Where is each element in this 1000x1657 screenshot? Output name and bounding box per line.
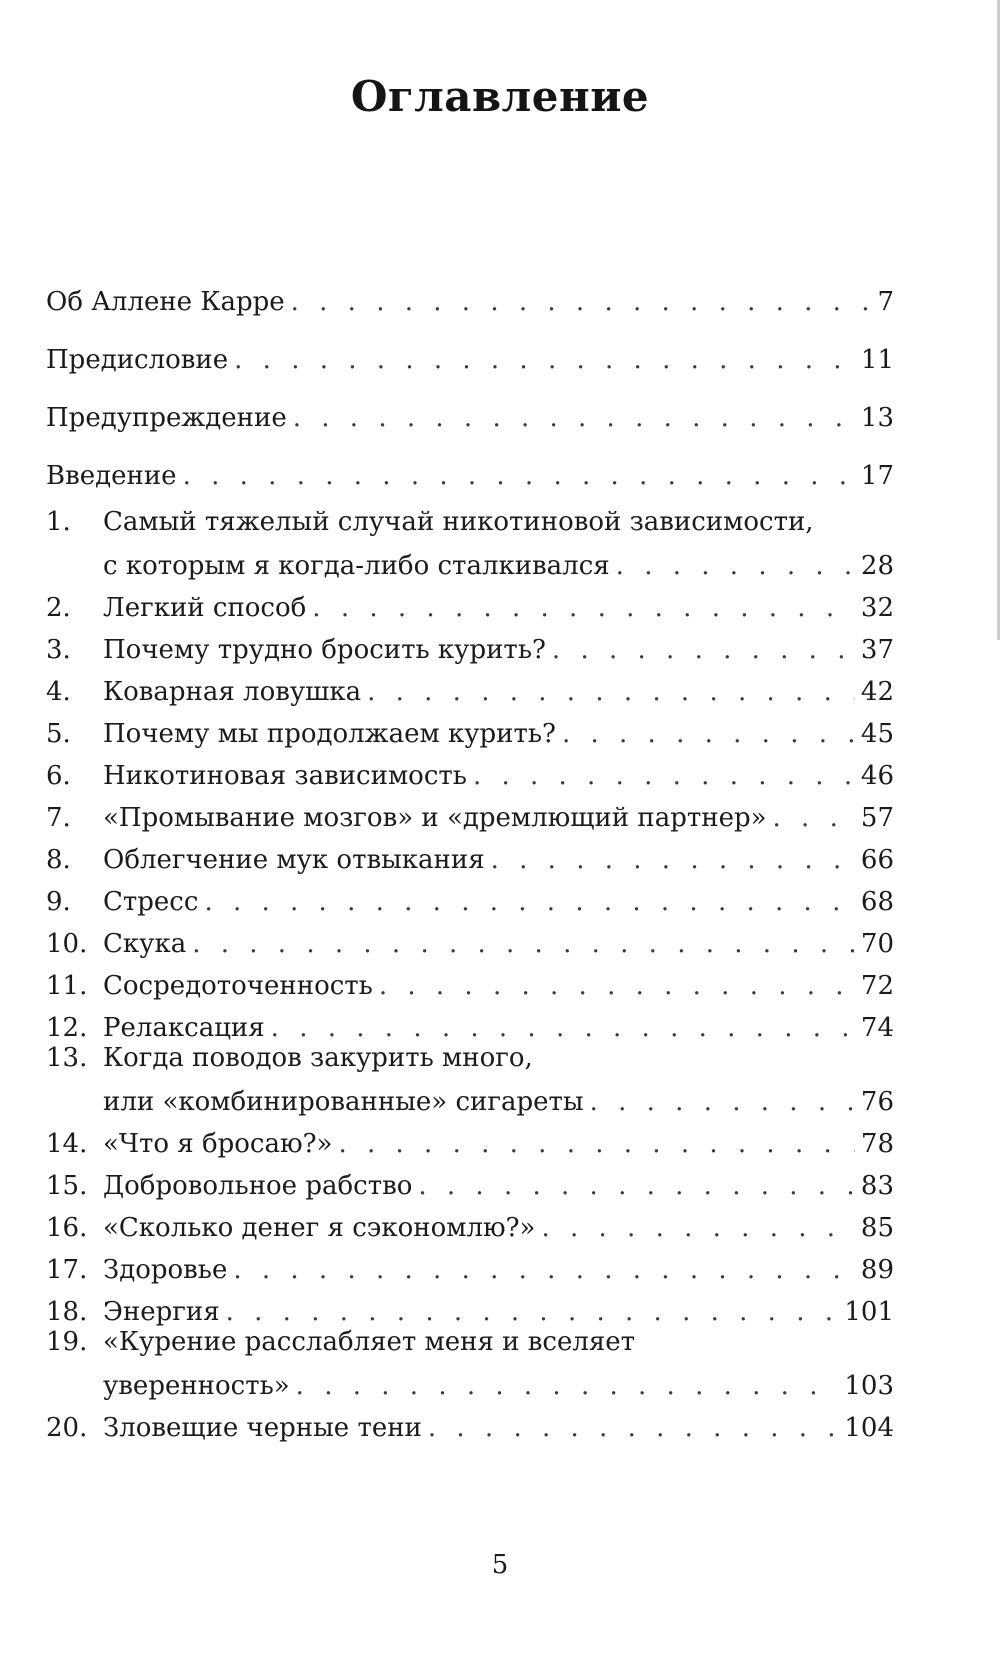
toc-entry[interactable] <box>46 280 894 324</box>
toc-entry[interactable] <box>46 1206 894 1250</box>
toc-entry-page: 76 <box>860 1087 894 1117</box>
toc-entry-number: 14. <box>46 1129 88 1159</box>
toc-entry-number: 16. <box>46 1213 88 1243</box>
toc-entry-page: 66 <box>860 845 894 875</box>
toc-entry-number: 8. <box>46 845 71 875</box>
toc-entry-number: 5. <box>46 719 71 749</box>
toc-entry-page: 45 <box>860 719 894 749</box>
toc-entry-page: 78 <box>860 1129 894 1159</box>
toc-leader-dots <box>367 670 855 714</box>
toc-entry[interactable] <box>46 712 894 756</box>
toc-entry-title: Предисловие <box>46 345 229 375</box>
toc-entry-title: Сосредоточенность <box>103 971 373 1001</box>
toc-leader-dots <box>773 796 855 840</box>
toc-entry-page: 85 <box>860 1213 894 1243</box>
toc-leader-dots <box>552 628 855 672</box>
toc-entry-page: 32 <box>860 593 894 623</box>
toc-entry-title: Об Аллене Карре <box>46 287 285 317</box>
toc-entry-title: Релаксация <box>103 1013 265 1043</box>
toc-entry-title-line1: «Курение расслабляет меня и вселяет <box>103 1327 636 1357</box>
toc-entry-page: 74 <box>860 1013 894 1043</box>
toc-entry-number: 15. <box>46 1171 88 1201</box>
toc-entry[interactable] <box>46 338 894 382</box>
toc-entry-number: 17. <box>46 1255 88 1285</box>
toc-entry[interactable] <box>46 500 894 588</box>
toc-entry-number: 18. <box>46 1297 88 1327</box>
toc-entry-number: 3. <box>46 635 71 665</box>
toc-leader-dots <box>183 454 855 498</box>
toc-entry[interactable] <box>46 670 894 714</box>
toc-entry-page: 42 <box>860 677 894 707</box>
toc-entry-number: 9. <box>46 887 71 917</box>
toc-entry-page: 11 <box>860 345 894 375</box>
toc-entry-title: Энергия <box>103 1297 220 1327</box>
toc-entry-page: 28 <box>860 551 894 581</box>
toc-entry[interactable] <box>46 1248 894 1292</box>
toc-entry-number: 11. <box>46 971 88 1001</box>
toc-leader-dots <box>491 838 855 882</box>
toc-leader-dots <box>562 712 855 756</box>
toc-entry[interactable] <box>46 964 894 1008</box>
toc-entry-number: 12. <box>46 1013 88 1043</box>
toc-entry-page: 57 <box>860 803 894 833</box>
toc-leader-dots <box>338 1122 854 1166</box>
toc-entry[interactable] <box>46 454 894 498</box>
toc-entry-number: 4. <box>46 677 71 707</box>
toc-entry-title: Стресс <box>103 887 199 917</box>
toc-entry-title: уверенность» <box>103 1371 290 1401</box>
toc-entry[interactable] <box>46 1320 894 1408</box>
page-number: 5 <box>491 1550 509 1580</box>
toc-entry-page: 68 <box>860 887 894 917</box>
toc-entry-title: с которым я когда-либо сталкивался <box>103 551 610 581</box>
toc-entry-title: Облегчение мук отвыкания <box>103 845 485 875</box>
toc-leader-dots <box>233 1248 855 1292</box>
toc-entry-number: 10. <box>46 929 88 959</box>
toc-entry-title: Добровольное рабство <box>103 1171 413 1201</box>
toc-leader-dots <box>296 1364 839 1408</box>
toc-entry-title: «Сколько денег я сэкономлю?» <box>103 1213 536 1243</box>
toc-entry[interactable] <box>46 922 894 966</box>
toc-entry-page: 17 <box>860 461 894 491</box>
toc-entry-title: или «комбинированные» сигареты <box>103 1087 584 1117</box>
toc-leader-dots <box>616 544 855 588</box>
toc-entry-number: 7. <box>46 803 71 833</box>
toc-entry[interactable] <box>46 880 894 924</box>
toc-entry-page: 46 <box>860 761 894 791</box>
toc-entry-title-line1: Самый тяжелый случай никотиновой зависимости, <box>103 507 814 537</box>
toc-entry-title: Скука <box>103 929 187 959</box>
toc-entry[interactable] <box>46 1036 894 1124</box>
toc-entry-title: «Что я бросаю?» <box>103 1129 333 1159</box>
toc-entry-page: 72 <box>860 971 894 1001</box>
toc-entry-page: 89 <box>860 1255 894 1285</box>
toc-entry[interactable] <box>46 754 894 798</box>
toc-entry[interactable] <box>46 1122 894 1166</box>
toc-entry-title: Зловещие черные тени <box>103 1413 422 1443</box>
toc-entry[interactable] <box>46 838 894 882</box>
toc-entry-title: «Промывание мозгов» и «дремлющий партнер» <box>103 803 767 833</box>
toc-entry-title: Коварная ловушка <box>103 677 362 707</box>
toc-entry-number: 1. <box>46 507 71 537</box>
toc-entry-number: 6. <box>46 761 71 791</box>
toc-leader-dots <box>473 754 855 798</box>
toc-entry-title: Введение <box>46 461 177 491</box>
toc-entry-title-line1: Когда поводов закурить много, <box>103 1043 533 1073</box>
toc-entry-title: Здоровье <box>103 1255 228 1285</box>
toc-leader-dots <box>418 1164 855 1208</box>
toc-leader-dots <box>541 1206 854 1250</box>
toc-entry[interactable] <box>46 1164 894 1208</box>
toc-entry[interactable] <box>46 586 894 630</box>
toc-leader-dots <box>204 880 854 924</box>
toc-entry[interactable] <box>46 628 894 672</box>
toc-entry-page: 70 <box>860 929 894 959</box>
toc-entry-page: 101 <box>844 1297 894 1327</box>
toc-leader-dots <box>590 1080 855 1124</box>
toc-entry-page: 104 <box>844 1413 894 1443</box>
toc-entry[interactable] <box>46 396 894 440</box>
toc-entry-number: 19. <box>46 1327 88 1357</box>
toc-entry-title: Почему трудно бросить курить? <box>103 635 546 665</box>
toc-entry-number: 2. <box>46 593 71 623</box>
toc-entry-title: Легкий способ <box>103 593 307 623</box>
toc-entry-page: 7 <box>877 287 894 317</box>
toc-entry-number: 20. <box>46 1413 88 1443</box>
toc-entry-title: Предупреждение <box>46 403 287 433</box>
toc-entry-page: 103 <box>844 1371 894 1401</box>
toc-leader-dots <box>291 280 872 324</box>
toc-leader-dots <box>192 922 855 966</box>
toc-entry-title: Никотиновая зависимость <box>103 761 467 791</box>
toc-entry-page: 37 <box>860 635 894 665</box>
toc-entry[interactable] <box>46 1406 894 1450</box>
toc-entry[interactable] <box>46 796 894 840</box>
page-title: Оглавление <box>350 72 650 121</box>
toc-entry-page: 13 <box>860 403 894 433</box>
toc-entry-title: Почему мы продолжаем курить? <box>103 719 556 749</box>
toc-leader-dots <box>379 964 855 1008</box>
toc-entry-number: 13. <box>46 1043 88 1073</box>
toc-entry-page: 83 <box>860 1171 894 1201</box>
toc-leader-dots <box>234 338 855 382</box>
toc-leader-dots <box>293 396 855 440</box>
toc-leader-dots <box>312 586 855 630</box>
toc-leader-dots <box>428 1406 838 1450</box>
